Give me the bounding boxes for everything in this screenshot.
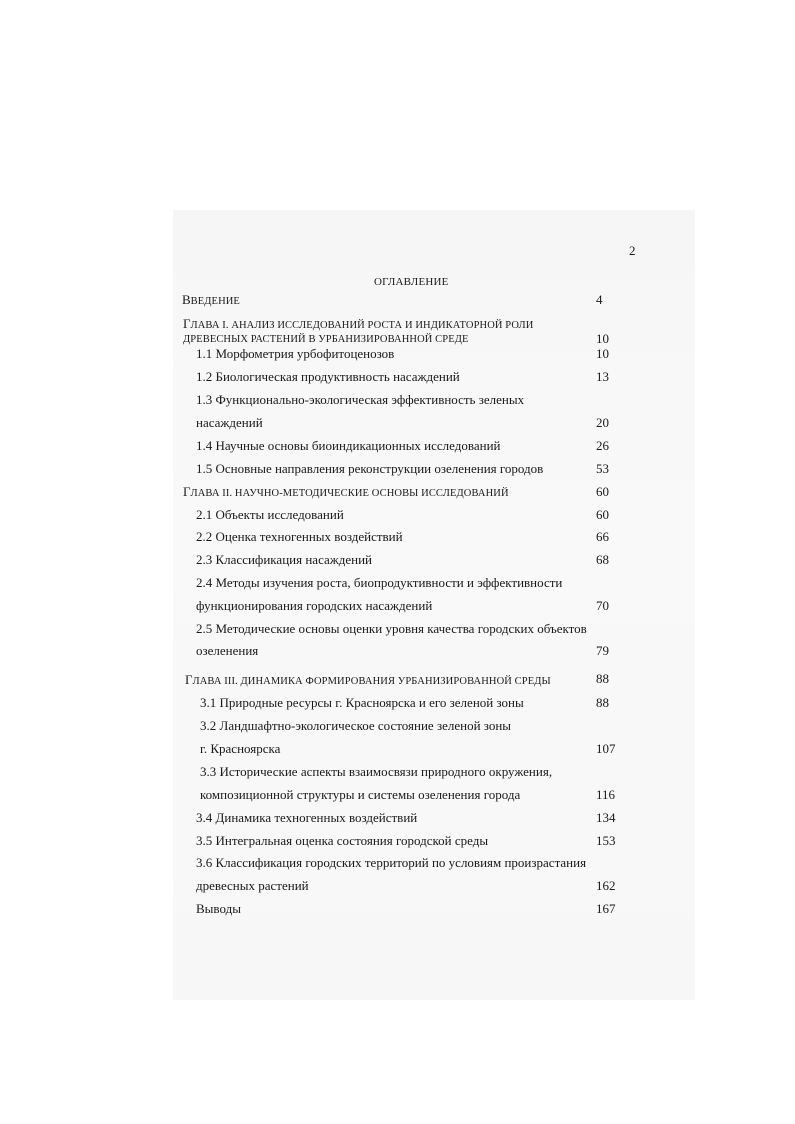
toc-chapter-3: ГЛАВА III. ДИНАМИКА ФОРМИРОВАНИЯ УРБАНИЗИРОВАННОЙ СРЕДЫ xyxy=(185,672,551,687)
toc-entry: насаждений xyxy=(196,415,263,430)
toc-chapter-1-line2: ДРЕВЕСНЫХ РАСТЕНИЙ В УРБАНИЗИРОВАННОЙ СРЕДЕ xyxy=(183,334,469,345)
toc-page: 26 xyxy=(596,438,609,453)
toc-entry: 1.5 Основные направления реконструкции озеленения городов xyxy=(196,461,544,476)
toc-entry: функционирования городских насаждений xyxy=(196,598,433,613)
toc-entry-conclusions: Выводы xyxy=(196,901,241,916)
toc-page: 88 xyxy=(596,695,609,710)
toc-entry: 2.1 Объекты исследований xyxy=(196,507,344,522)
toc-page: 107 xyxy=(596,741,616,756)
toc-entry: озеленения xyxy=(196,643,259,658)
toc-entry: г. Красноярска xyxy=(200,741,281,756)
toc-page: 60 xyxy=(596,484,609,499)
toc-page: 60 xyxy=(596,507,609,522)
toc-page: 88 xyxy=(596,671,609,686)
toc-entry: 1.4 Научные основы биоиндикационных исследований xyxy=(196,438,501,453)
toc-entry: 1.1 Морфометрия урбофитоценозов xyxy=(196,346,395,361)
toc-entry: 3.1 Природные ресурсы г. Красноярска и его зеленой зоны xyxy=(200,695,524,710)
toc-entry: 1.2 Биологическая продуктивность насаждений xyxy=(196,369,460,384)
toc-chapter-1-line1: ГЛАВА I. АНАЛИЗ ИССЛЕДОВАНИЙ РОСТА И ИНДИКАТОРНОЙ РОЛИ xyxy=(183,316,534,331)
toc-page: 167 xyxy=(596,901,616,916)
toc-page: 162 xyxy=(596,878,616,893)
toc-entry-introduction: ВВЕДЕНИЕ xyxy=(182,292,240,307)
toc-entry: 3.6 Классификация городских территорий по условиям произрастания xyxy=(196,855,587,870)
page-number: 2 xyxy=(629,243,636,258)
toc-entry: 2.3 Классификация насаждений xyxy=(196,552,373,567)
toc-chapter-2: ГЛАВА II. НАУЧНО-МЕТОДИЧЕСКИЕ ОСНОВЫ ИССЛЕДОВАНИЙ xyxy=(183,484,509,499)
toc-entry: 2.5 Методические основы оценки уровня качества городских объектов xyxy=(196,621,587,636)
toc-page: 20 xyxy=(596,415,609,430)
toc-page: 68 xyxy=(596,552,609,567)
toc-entry: 1.3 Функционально-экологическая эффективность зеленых xyxy=(196,392,525,407)
toc-entry: 3.4 Динамика техногенных воздействий xyxy=(196,810,418,825)
toc-entry: 3.3 Исторические аспекты взаимосвязи природного окружения, xyxy=(200,764,553,779)
toc-page: 70 xyxy=(596,598,609,613)
toc-page: 116 xyxy=(596,787,616,802)
toc-page: 134 xyxy=(596,810,616,825)
toc-entry: древесных растений xyxy=(196,878,309,893)
toc-entry: 2.2 Оценка техногенных воздействий xyxy=(196,529,403,544)
toc-entry: 3.2 Ландшафтно-экологическое состояние зеленой зоны xyxy=(200,718,512,733)
toc-page: 13 xyxy=(596,369,609,384)
toc-page: 79 xyxy=(596,643,609,658)
toc-page: 153 xyxy=(596,833,616,848)
toc-entry: 3.5 Интегральная оценка состояния городской среды xyxy=(196,833,489,848)
toc-page: 53 xyxy=(596,461,609,476)
toc-entry: 2.4 Методы изучения роста, биопродуктивности и эффективности xyxy=(196,575,563,590)
toc-entry: композиционной структуры и системы озеленения города xyxy=(200,787,521,802)
toc-page: 4 xyxy=(596,292,603,307)
toc-page: 66 xyxy=(596,529,609,544)
toc-page: 10 xyxy=(596,346,609,361)
toc-page: 10 xyxy=(596,331,609,346)
